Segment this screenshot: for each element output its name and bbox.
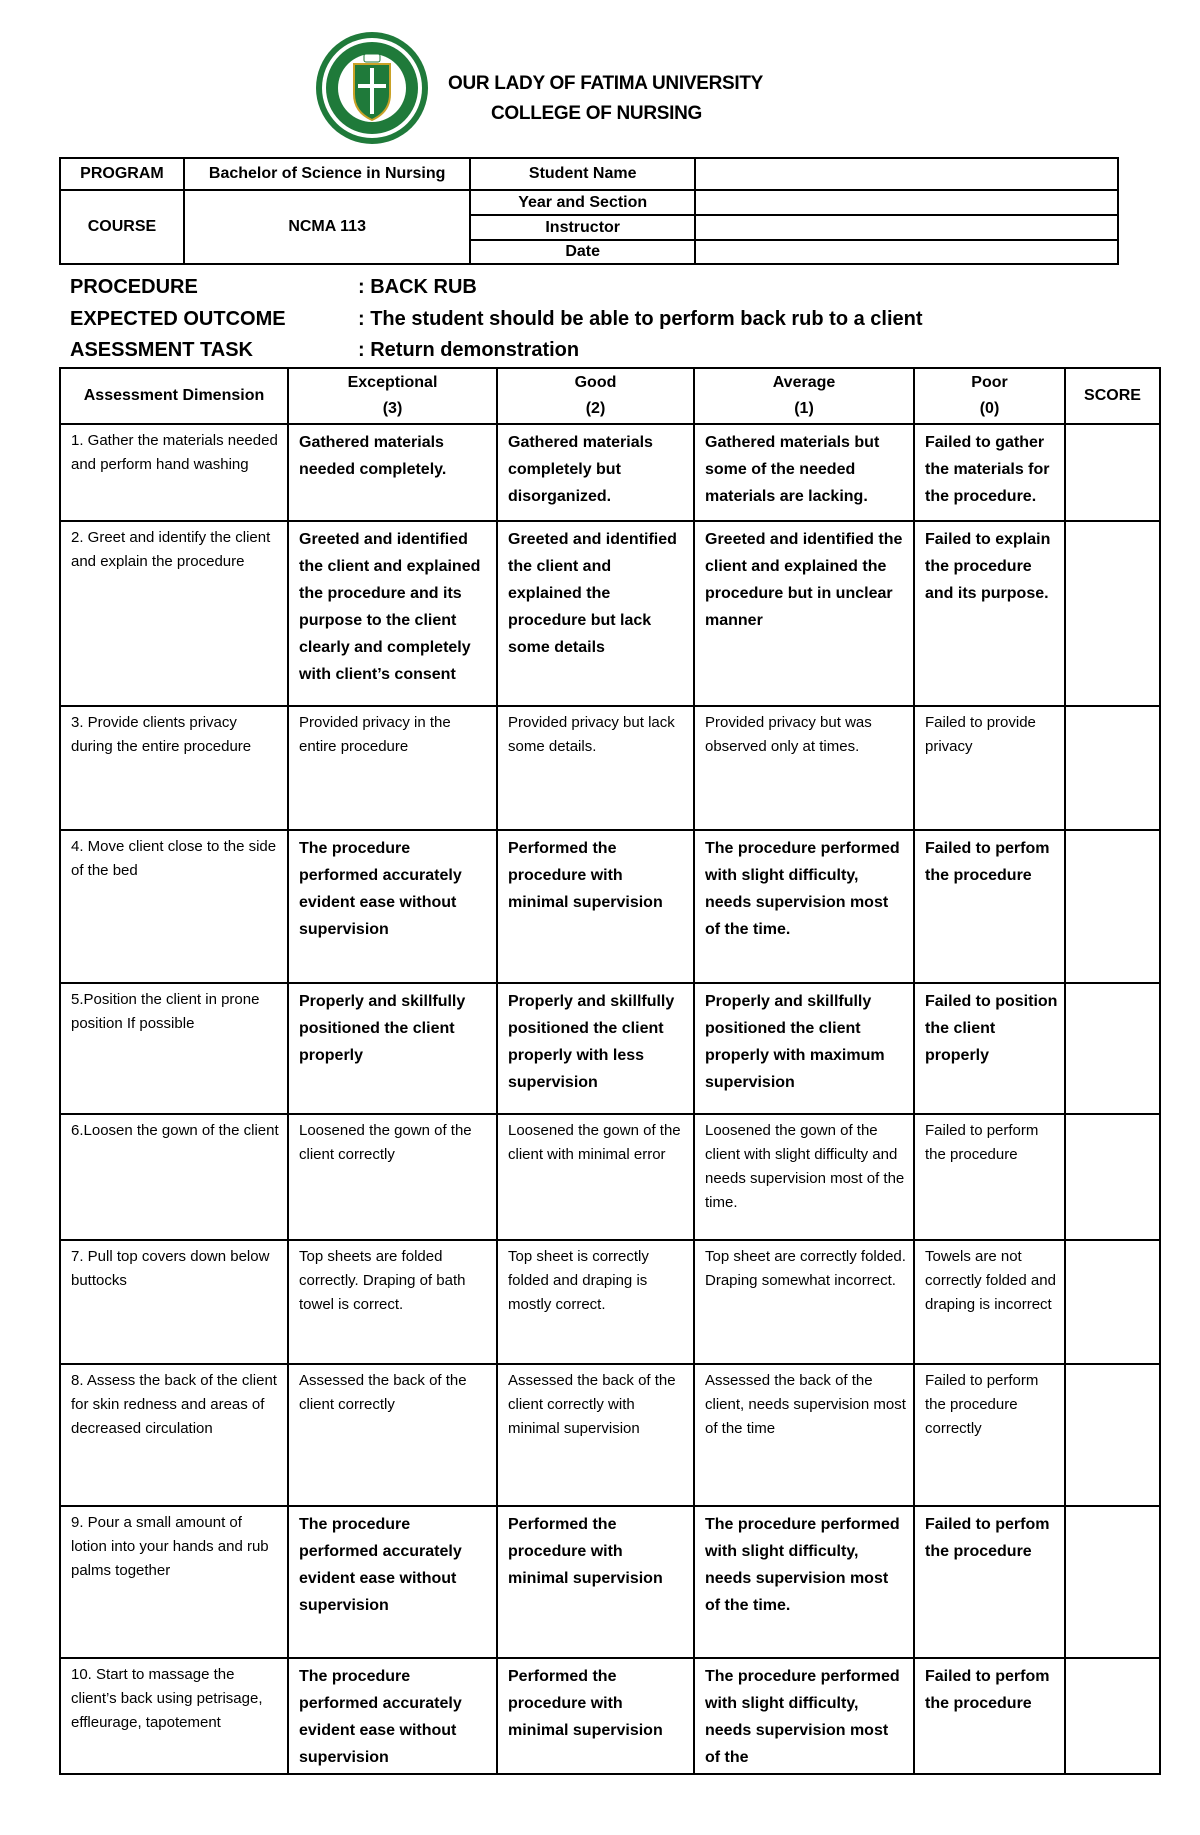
course-label: COURSE [60,190,184,264]
good-cell: Performed the procedure with minimal supervision [497,1506,694,1658]
program-label: PROGRAM [60,158,184,190]
exceptional-cell: The procedure performed accurately evident ease without supervision [288,830,497,983]
average-cell: Properly and skillfully positioned the client properly with maximum supervision [694,983,914,1114]
good-cell: Greeted and identified the client and explained the procedure but lack some details [497,521,694,706]
rubric-row [60,1658,1160,1774]
score-cell[interactable] [1065,521,1160,706]
good-cell: Loosened the gown of the client with minimal error [497,1114,694,1240]
score-cell[interactable] [1065,424,1160,521]
expected-outcome-value: : The student should be able to perform back rub to a client [358,308,923,330]
dimension-cell: 5.Position the client in prone position If possible [60,983,288,1114]
good-cell: Gathered materials completely but disorganized. [497,424,694,521]
assessment-task-label: ASESSMENT TASK [70,339,253,361]
header-exceptional: Exceptional (3) [288,368,497,424]
score-cell[interactable] [1065,1364,1160,1506]
rubric-table [59,367,1161,1775]
exceptional-cell: Assessed the back of the client correctly [288,1364,497,1506]
good-cell: Provided privacy but lack some details. [497,706,694,830]
poor-cell: Failed to provide privacy [914,706,1065,830]
year-section-field[interactable] [695,190,1118,215]
instructor-field[interactable] [695,215,1118,240]
header-score: SCORE [1065,368,1160,424]
score-cell[interactable] [1065,983,1160,1114]
header-good: Good (2) [497,368,694,424]
instructor-label: Instructor [470,215,695,240]
rubric-row [60,521,1160,706]
dimension-cell: 9. Pour a small amount of lotion into your hands and rub palms together [60,1506,288,1658]
poor-cell: Failed to explain the procedure and its purpose. [914,521,1065,706]
dimension-cell: 3. Provide clients privacy during the entire procedure [60,706,288,830]
rubric-row [60,1114,1160,1240]
poor-cell: Failed to perfom the procedure [914,830,1065,983]
rubric-row [60,1240,1160,1364]
rubric-row [60,983,1160,1114]
dimension-cell: 10. Start to massage the client’s back using petrisage, effleurage, tapotement [60,1658,288,1774]
average-cell: The procedure performed with slight difficulty, needs supervision most of the [694,1658,914,1774]
rubric-row [60,830,1160,983]
exceptional-cell: Loosened the gown of the client correctly [288,1114,497,1240]
header-dimension: Assessment Dimension [60,368,288,424]
score-cell[interactable] [1065,1114,1160,1240]
poor-cell: Failed to position the client properly [914,983,1065,1114]
poor-cell: Failed to perform the procedure correctly [914,1364,1065,1506]
score-cell[interactable] [1065,1240,1160,1364]
date-label: Date [470,240,695,264]
good-cell: Assessed the back of the client correctly with minimal supervision [497,1364,694,1506]
average-cell: The procedure performed with slight difficulty, needs supervision most of the time. [694,1506,914,1658]
exceptional-cell: Greeted and identified the client and explained the procedure and its purpose to the client clearly and completely with client’s consent [288,521,497,706]
good-cell: Performed the procedure with minimal supervision [497,1658,694,1774]
year-section-label: Year and Section [470,190,695,215]
good-cell: Properly and skillfully positioned the client properly with less supervision [497,983,694,1114]
assessment-task-value: : Return demonstration [358,339,580,361]
rubric-row [60,1364,1160,1506]
university-seal-logo [314,30,430,146]
expected-outcome-label: EXPECTED OUTCOME [70,308,286,330]
dimension-cell: 8. Assess the back of the client for skin redness and areas of decreased circulation [60,1364,288,1506]
rubric-header-row [60,368,1160,424]
student-info-table [59,157,1119,265]
university-name: OUR LADY OF FATIMA UNIVERSITY [448,73,764,94]
poor-cell: Failed to gather the materials for the procedure. [914,424,1065,521]
rubric-row [60,424,1160,521]
score-cell[interactable] [1065,706,1160,830]
poor-cell: Failed to perfom the procedure [914,1506,1065,1658]
average-cell: Loosened the gown of the client with slight difficulty and needs supervision most of the time. [694,1114,914,1240]
header-poor: Poor (0) [914,368,1065,424]
header-average: Average (1) [694,368,914,424]
score-cell[interactable] [1065,830,1160,983]
expected-outcome-row [70,308,923,331]
dimension-cell: 2. Greet and identify the client and explain the procedure [60,521,288,706]
poor-cell: Towels are not correctly folded and draping is incorrect [914,1240,1065,1364]
assessment-task-row [70,339,580,362]
score-cell[interactable] [1065,1506,1160,1658]
score-cell[interactable] [1065,1658,1160,1774]
dimension-cell: 1. Gather the materials needed and perform hand washing [60,424,288,521]
exceptional-cell: The procedure performed accurately evident ease without supervision [288,1506,497,1658]
exceptional-cell: Provided privacy in the entire procedure [288,706,497,830]
student-name-field[interactable] [695,158,1118,190]
average-cell: Provided privacy but was observed only at times. [694,706,914,830]
procedure-value: : BACK RUB [358,276,477,298]
average-cell: The procedure performed with slight difficulty, needs supervision most of the time. [694,830,914,983]
student-name-label: Student Name [470,158,695,190]
course-value: NCMA 113 [184,190,470,264]
average-cell: Assessed the back of the client, needs supervision most of the time [694,1364,914,1506]
procedure-row [70,276,477,299]
procedure-label: PROCEDURE [70,276,198,298]
average-cell: Greeted and identified the client and explained the procedure but in unclear manner [694,521,914,706]
exceptional-cell: Gathered materials needed completely. [288,424,497,521]
average-cell: Top sheet are correctly folded. Draping somewhat incorrect. [694,1240,914,1364]
good-cell: Performed the procedure with minimal supervision [497,830,694,983]
good-cell: Top sheet is correctly folded and draping is mostly correct. [497,1240,694,1364]
rubric-row [60,706,1160,830]
exceptional-cell: The procedure performed accurately evident ease without supervision [288,1658,497,1774]
exceptional-cell: Top sheets are folded correctly. Draping of bath towel is correct. [288,1240,497,1364]
average-cell: Gathered materials but some of the needed materials are lacking. [694,424,914,521]
program-value: Bachelor of Science in Nursing [184,158,470,190]
poor-cell: Failed to perform the procedure [914,1114,1065,1240]
exceptional-cell: Properly and skillfully positioned the client properly [288,983,497,1114]
dimension-cell: 4. Move client close to the side of the bed [60,830,288,983]
date-field[interactable] [695,240,1118,264]
rubric-row [60,1506,1160,1658]
college-name: COLLEGE OF NURSING [491,103,702,124]
dimension-cell: 7. Pull top covers down below buttocks [60,1240,288,1364]
dimension-cell: 6.Loosen the gown of the client [60,1114,288,1240]
poor-cell: Failed to perfom the procedure [914,1658,1065,1774]
